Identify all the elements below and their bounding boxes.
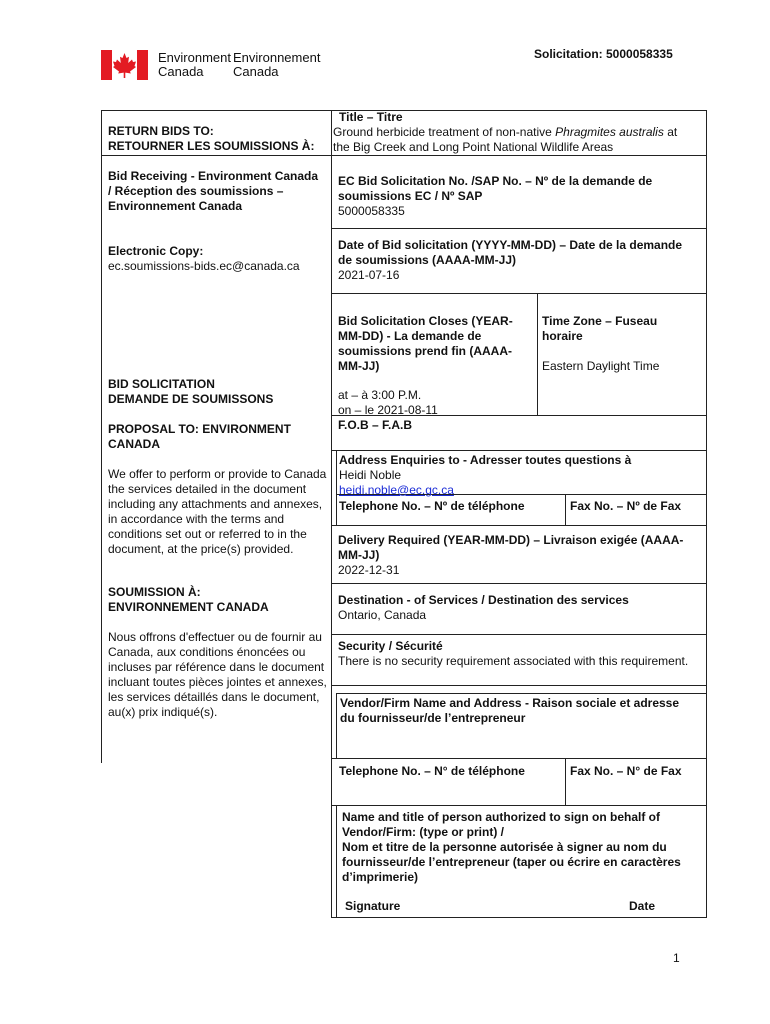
offer-text-en: We offer to perform or provide to Canada the services detailed in the document including any attachments and annexes, in accordance with the terms and conditions set out or referred to in the document, at the price(s) provided. [108,467,327,556]
closes-line3: soumissions prend fin (AAAA- [338,344,513,358]
title-post: at [663,125,678,139]
tz-label-line1: Time Zone – Fuseau [542,314,658,328]
bid-solicitation-heading [108,377,273,407]
fob-label: F.O.B – F.A.B [338,418,413,432]
electronic-copy [108,244,300,274]
closes-line2: MM-DD) - La demande de [338,329,482,343]
closing-on: on – le 2021-08-11 [338,403,438,417]
bid-receiving-line1: Bid Receiving - Environment Canada [108,169,319,183]
dept-fr-line2: Canada [233,64,279,79]
tz-label-line2: horaire [542,329,583,343]
authorized-signer-field [342,810,681,885]
electronic-copy-label: Electronic Copy: [108,244,204,258]
delivery-field [338,533,683,578]
fax-label: Fax No. – Nº de Fax [570,499,682,513]
title-value-line1 [333,125,677,140]
date-value: 2021-07-16 [338,268,400,282]
vendor-field [340,696,679,726]
solicitation-number: Solicitation: 5000058335 [534,47,673,61]
proposal-heading [108,422,291,452]
sap-label-line2: soumissions EC / Nº SAP [338,189,483,203]
vendor-fax-label: Fax No. – N° de Fax [570,764,682,778]
destination-field [338,593,629,623]
canada-flag-logo [101,50,148,80]
vendor-telephone-label: Telephone No. – N° de téléphone [339,764,525,778]
closing-at: at – à 3:00 P.M. [338,388,422,402]
security-label: Security / Sécurité [338,639,443,653]
sap-value: 5000058335 [338,204,405,218]
bid-receiving-line2: / Réception des soumissions – [108,184,284,198]
security-value: There is no security requirement associated with this requirement. [338,654,689,668]
auth-line3: Nom et titre de la personne autorisée à signer au nom du [342,840,667,854]
sap-label-line1: EC Bid Solicitation No. /SAP No. – Nº de la demande de [338,174,653,188]
proposal-line2: CANADA [108,437,160,451]
dept-en-line1: Environment [158,50,231,65]
enquiries-name: Heidi Noble [339,468,402,482]
sap-number-field [338,174,652,219]
title-value [333,125,677,155]
dept-name-en [158,51,231,79]
bid-solicitation-fr: DEMANDE DE SOUMISSONS [108,392,274,406]
bid-solicitation-en: BID SOLICITATION [108,377,215,391]
dept-fr-line1: Environnement [233,50,321,65]
auth-line2: Vendor/Firm: (type or print) / [342,825,505,839]
soumission-heading [108,585,269,615]
electronic-copy-email: ec.soumissions-bids.ec@canada.ca [108,259,300,273]
telephone-label: Telephone No. – Nº de téléphone [339,499,525,513]
vendor-label-line1: Vendor/Firm Name and Address - Raison sociale et adresse [340,696,680,710]
return-bids-en: RETURN BIDS TO: [108,124,214,138]
signature-label: Signature [345,899,401,913]
enquiries-label: Address Enquiries to - Adresser toutes questions à [339,453,632,467]
closing-time [338,388,438,418]
destination-value: Ontario, Canada [338,608,427,622]
closes-line1: Bid Solicitation Closes (YEAR- [338,314,513,328]
auth-line1: Name and title of person authorized to sign on behalf of [342,810,661,824]
title-italic: Phragmites australis [555,125,664,139]
title-pre: Ground herbicide treatment of non-native [333,125,556,139]
delivery-label-line1: Delivery Required (YEAR-MM-DD) – Livraison exigée (AAAA- [338,533,684,547]
proposal-line1: PROPOSAL TO: ENVIRONMENT [108,422,291,436]
title-value-line2: the Big Creek and Long Point National Wildlife Areas [333,140,614,154]
signature-date-label: Date [629,899,656,913]
solicitation-date-field [338,238,682,283]
soumission-line2: ENVIRONNEMENT CANADA [108,600,269,614]
destination-label: Destination - of Services / Destination des services [338,593,629,607]
bid-receiving [108,169,318,214]
closes-line4: MM-JJ) [338,359,380,373]
return-bids-fr: RETOURNER LES SOUMISSIONS À: [108,139,315,153]
delivery-label-line2: MM-JJ) [338,548,380,562]
page-number: 1 [673,951,680,965]
enquiries-field [339,453,631,498]
auth-line4: fournisseur/de l’entrepreneur (taper ou écrire en caractères [342,855,681,869]
closing-date-field [338,314,513,374]
dept-name-fr [233,51,320,79]
title-label: Title – Titre [339,110,403,124]
date-label-line1: Date of Bid solicitation (YYYY-MM-DD) – Date de la demande [338,238,683,252]
security-field [338,639,688,669]
date-label-line2: de soumissions (AAAA-MM-JJ) [338,253,517,267]
bid-receiving-line3: Environnement Canada [108,199,243,213]
dept-en-line2: Canada [158,64,204,79]
auth-line5: d’imprimerie) [342,870,419,884]
vendor-label-line2: du fournisseur/de l’entrepreneur [340,711,526,725]
enquiries-email-link[interactable]: heidi.noble@ec.gc.ca [339,483,454,497]
tz-value: Eastern Daylight Time [542,359,660,373]
time-zone-field [542,314,659,374]
soumission-line1: SOUMISSION À: [108,585,201,599]
return-bids-heading [108,124,314,154]
offer-text-fr: Nous offrons d'effectuer ou de fournir au Canada, aux conditions énoncées ou incluses par référence dans le document incluant toutes pièces jointes et annexes, les services détaillés dans le document, au(x) prix indiqué(s). [108,630,327,719]
delivery-value: 2022-12-31 [338,563,400,577]
